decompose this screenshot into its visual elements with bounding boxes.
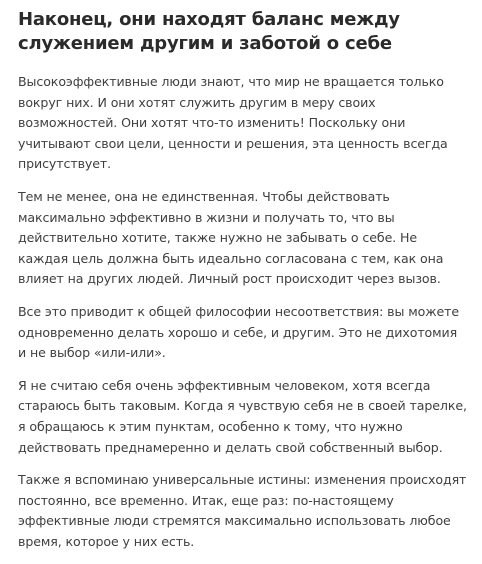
article-heading: Наконец, они находят баланс между служением другим и заботой о себе <box>18 9 400 54</box>
paragraph-5: Также я вспоминаю универсальные истины: изменения происходят постоянно, все временно. Итак, еще раз: по-настоящему эффективные люди стремятся максимально использовать любое время, которое у них есть. <box>18 472 467 549</box>
paragraph-1: Высокоэффективные люди знают, что мир не вращается только вокруг них. И они хотят служить другим в меру своих возможностей. Они хотят что-то изменить! Поскольку они учитывают свои цели, ценности и решения, эта ценность всегда присутствует. <box>18 74 448 172</box>
paragraph-3: Все это приводит к общей философии несоответствия: вы можете одновременно делать хорошо и себе, и другим. Это не дихотомия и не выбор «или-или». <box>18 303 459 361</box>
paragraph-4: Я не считаю себя очень эффективным человеком, хотя всегда стараюсь быть таковым. Когда я чувствую себя не в своей тарелке, я обращаюсь к этим пунктам, особенно к тому, что нужно действовать преднамеренно и делать свой собственный выбор. <box>18 377 467 455</box>
paragraph-2: Тем не менее, она не единственная. Чтобы действовать максимально эффективно в жизни и получать то, что вы действительно хотите, также нужно не забывать о себе. Не каждая цель должна быть идеально согласована с тем, как она влияет на других людей. Личный рост происходит через вызов. <box>18 188 444 287</box>
